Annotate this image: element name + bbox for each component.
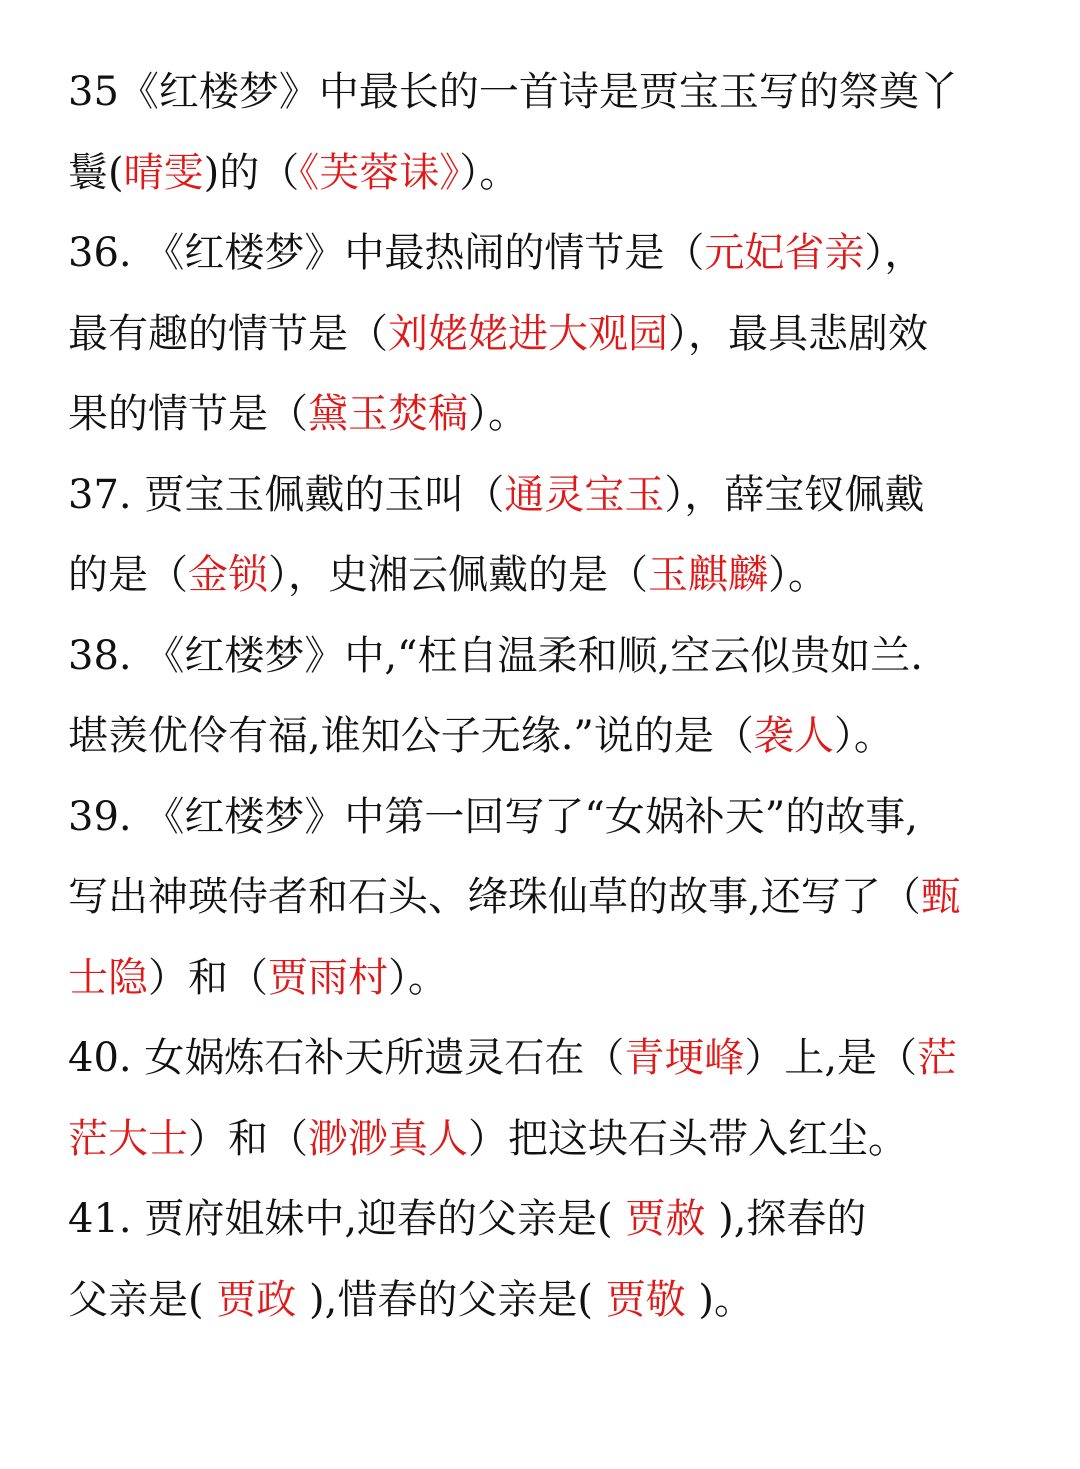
question-text: ）。 (459, 149, 520, 196)
answer-text: 玉麒麟 (648, 552, 768, 598)
answer-text: 士隐 (68, 954, 148, 1001)
question-text: 写出神瑛侍者和石头、绛珠仙草的故事,还写了（ (68, 874, 921, 920)
text-line (68, 1099, 1028, 1180)
question-text: 鬟( (68, 149, 124, 196)
question-text: ),惜春的父亲是( (296, 1276, 606, 1323)
answer-text: 通灵宝玉 (504, 471, 665, 518)
question-text: 父亲是( (68, 1276, 217, 1323)
question-list (68, 52, 1028, 1340)
text-line (68, 1179, 1028, 1260)
question-text: 38. 《红楼梦》中,“枉自温柔和顺,空云似贵如兰. (68, 632, 923, 679)
question-text: ），薛宝钗佩戴 (664, 471, 925, 518)
question-text: ）和（ (148, 954, 268, 1001)
answer-text: 贾雨村 (268, 954, 388, 1001)
text-line (68, 52, 1028, 133)
question-text: )的（ (203, 149, 300, 196)
answer-text: 茫大士 (68, 1115, 188, 1162)
text-line (68, 213, 1028, 294)
question-text: 41. 贾府姐妹中,迎春的父亲是( (68, 1196, 626, 1242)
answer-text: 金锁 (188, 552, 268, 598)
question-text: ），史湘云佩戴的是（ (268, 552, 648, 598)
text-line (68, 374, 1028, 455)
question-text: ）。 (833, 713, 894, 759)
question-text: 36. 《红楼梦》中最热闹的情节是（ (68, 230, 705, 276)
question-text: ）， (864, 230, 925, 276)
question-text: 的是（ (68, 552, 188, 598)
text-line (68, 133, 1028, 214)
text-line (68, 696, 1028, 777)
text-line (68, 294, 1028, 375)
text-line (68, 455, 1028, 536)
question-text: 最有趣的情节是（ (68, 310, 388, 357)
text-line (68, 777, 1028, 858)
question-text: ）上,是（ (744, 1035, 918, 1081)
question-text: 40. 女娲炼石补天所遗灵石在（ (68, 1035, 625, 1081)
question-text: ),探春的 (705, 1196, 867, 1242)
question-text: ）。 (768, 552, 828, 598)
answer-text: 茫 (917, 1035, 958, 1081)
question-text: ）把这块石头带入红尘。 (468, 1115, 908, 1162)
question-text: 39. 《红楼梦》中第一回写了“女娲补天”的故事, (68, 793, 918, 840)
text-line (68, 1260, 1028, 1341)
text-line (68, 616, 1028, 697)
question-text: 37. 贾宝玉佩戴的玉叫（ (68, 471, 505, 518)
text-line (68, 857, 1028, 938)
answer-text: 甄 (920, 874, 961, 920)
answer-text: 渺渺真人 (308, 1115, 468, 1162)
answer-text: 青埂峰 (624, 1035, 745, 1081)
answer-text: 贾政 (216, 1276, 297, 1323)
question-text: ）和（ (188, 1115, 308, 1162)
question-text: 果的情节是（ (68, 391, 308, 437)
answer-text: 贾敬 (605, 1276, 686, 1323)
question-text: ）。 (468, 391, 528, 437)
question-text: ），最具悲剧效 (668, 310, 928, 357)
question-text: 堪羡优伶有福,谁知公子无缘.”说的是（ (68, 713, 754, 759)
answer-text: 元妃省亲 (704, 230, 865, 276)
question-text: )。 (685, 1276, 755, 1323)
text-line (68, 535, 1028, 616)
question-text: 35《红楼梦》中最长的一首诗是贾宝玉写的祭奠丫 (68, 69, 959, 115)
answer-text: 晴雯 (123, 149, 204, 196)
text-line (68, 938, 1028, 1019)
answer-text: 刘姥姥进大观园 (388, 310, 668, 357)
answer-text: 黛玉焚稿 (308, 391, 468, 437)
text-line (68, 1018, 1028, 1099)
answer-text: 袭人 (753, 713, 834, 759)
question-text: ）。 (388, 954, 448, 1001)
answer-text: 贾赦 (625, 1196, 706, 1242)
answer-text: 《芙蓉诔》 (299, 149, 460, 196)
